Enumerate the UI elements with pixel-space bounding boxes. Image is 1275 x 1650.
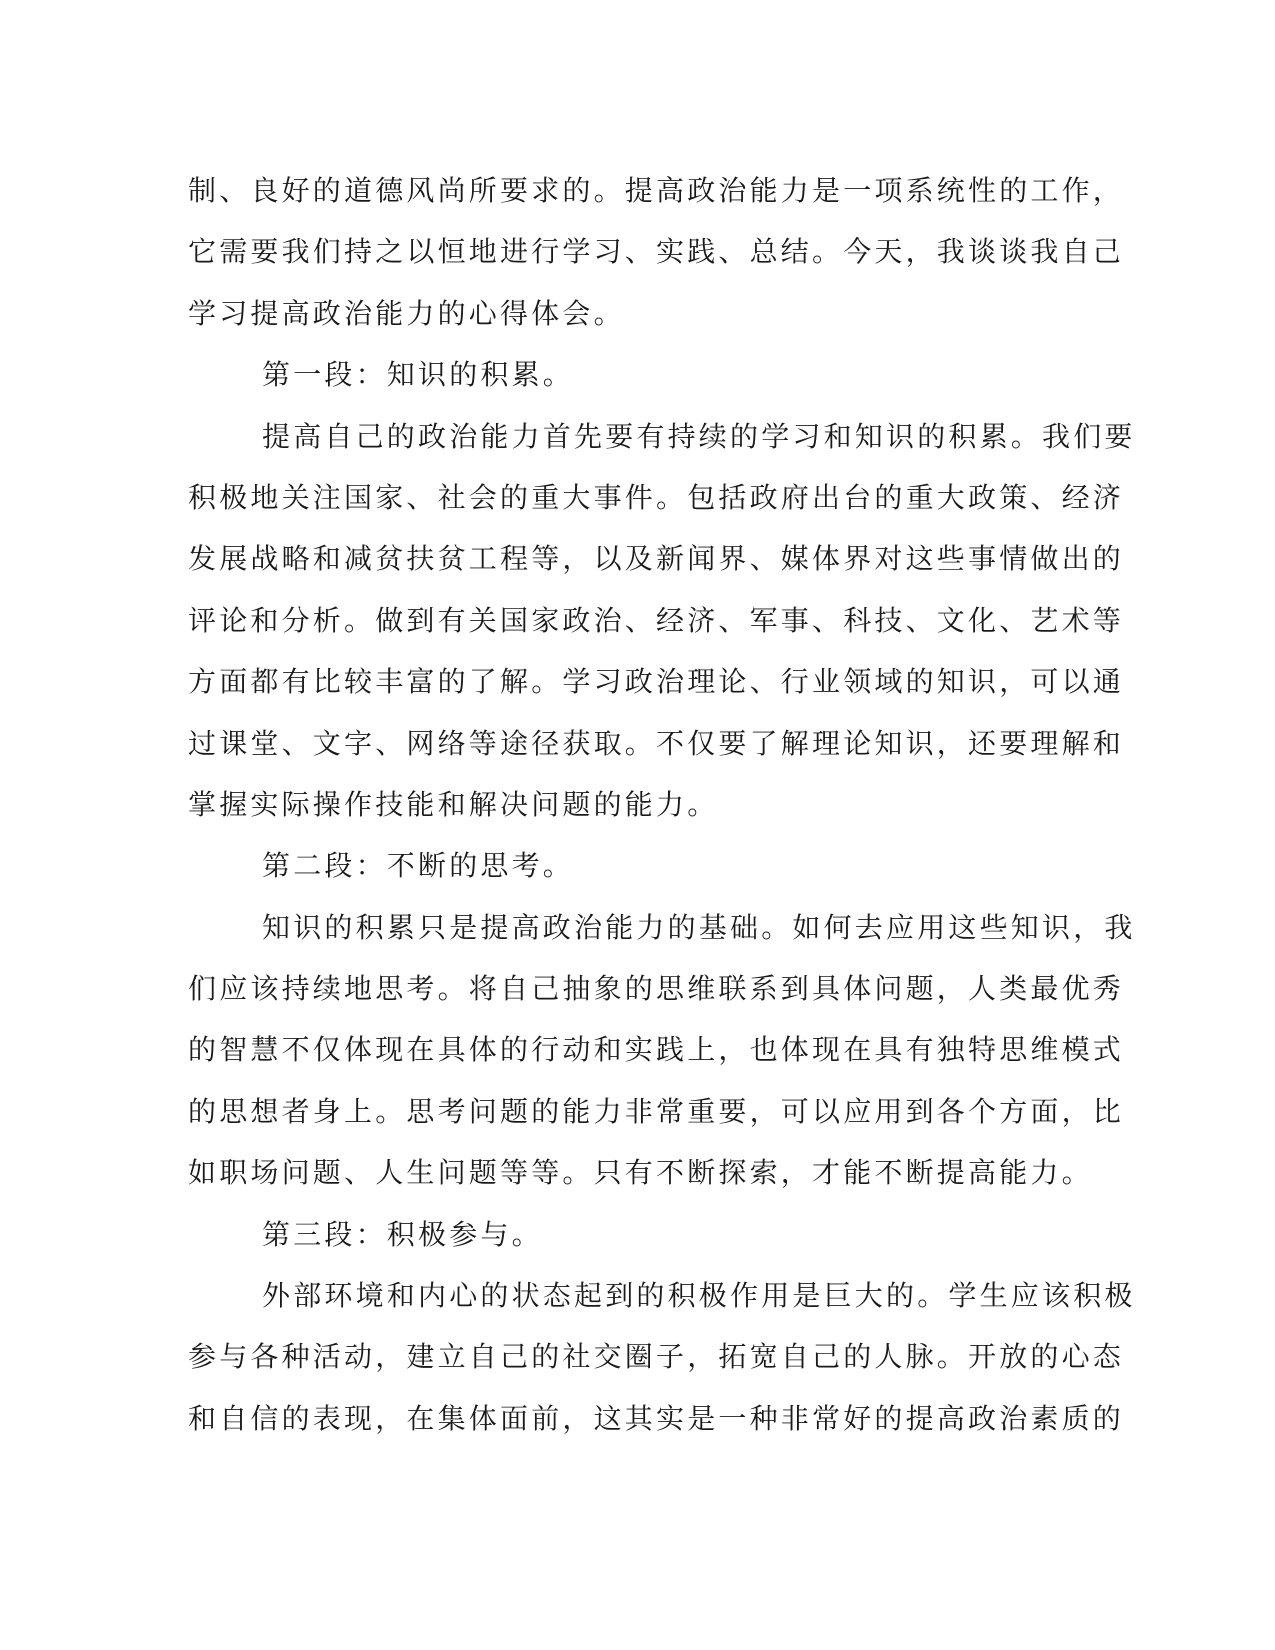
text-line: 的思想者身上。思考问题的能力非常重要，可以应用到各个方面，比	[188, 1094, 1125, 1128]
text-line: 过课堂、文字、网络等途径获取。不仅要了解理论知识，还要理解和	[188, 726, 1125, 760]
document-body	[188, 160, 1136, 1449]
text-line: 制、良好的道德风尚所要求的。提高政治能力是一项系统性的工作，	[188, 174, 1125, 207]
text-line: 掌握实际操作技能和解决问题的能力。	[188, 787, 719, 821]
section-heading: 第一段：知识的积累。	[262, 358, 575, 392]
text-line: 方面都有比较丰富的了解。学习政治理论、行业领域的知识，可以通	[188, 665, 1125, 699]
text-line: 们应该持续地思考。将自己抽象的思维联系到具体问题，人类最优秀	[188, 972, 1125, 1006]
text-line: 的智慧不仅体现在具体的行动和实践上，也体现在具有独特思维模式	[188, 1033, 1125, 1067]
text-line: 和自信的表现，在集体面前，这其实是一种非常好的提高政治素质的	[188, 1401, 1125, 1435]
text-line: 它需要我们持之以恒地进行学习、实践、总结。今天，我谈谈我自己	[188, 235, 1125, 269]
section-heading: 第三段：积极参与。	[262, 1217, 543, 1251]
text-line: 学习提高政治能力的心得体会。	[188, 296, 625, 330]
text-line: 如职场问题、人生问题等等。只有不断探索，才能不断提高能力。	[188, 1156, 1093, 1190]
text-line: 积极地关注国家、社会的重大事件。包括政府出台的重大政策、经济	[188, 480, 1125, 514]
section-heading: 第二段：不断的思考。	[262, 849, 575, 883]
text-line: 知识的积累只是提高政治能力的基础。如何去应用这些知识，我	[262, 910, 1136, 944]
text-line: 外部环境和内心的状态起到的积极作用是巨大的。学生应该积极	[262, 1279, 1136, 1313]
text-line: 评论和分析。做到有关国家政治、经济、军事、科技、文化、艺术等	[188, 603, 1125, 637]
text-line: 参与各种活动，建立自己的社交圈子，拓宽自己的人脉。开放的心态	[188, 1340, 1125, 1374]
text-line: 提高自己的政治能力首先要有持续的学习和知识的积累。我们要	[262, 419, 1136, 453]
text-line: 发展战略和减贫扶贫工程等，以及新闻界、媒体界对这些事情做出的	[188, 542, 1125, 576]
